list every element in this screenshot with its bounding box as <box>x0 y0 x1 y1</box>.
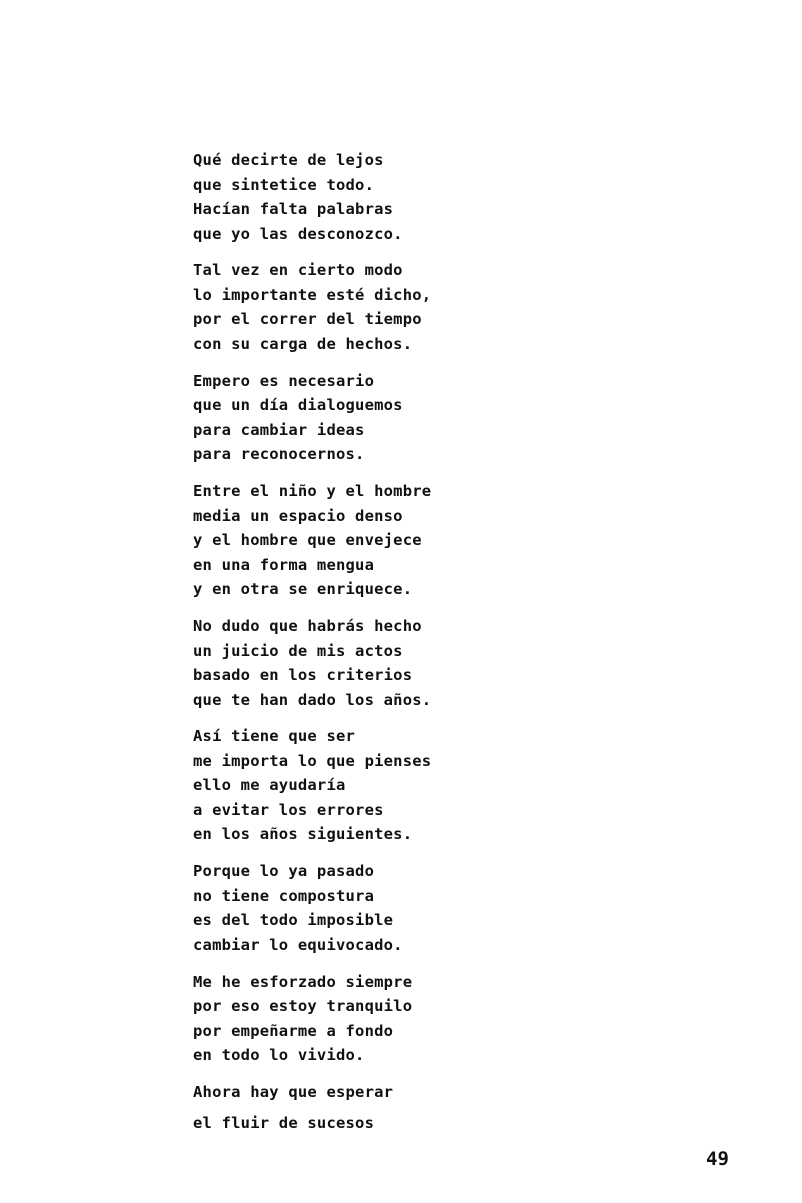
poem-line: Tal vez en cierto modo <box>193 261 403 280</box>
poem-line: Hacían falta palabras <box>193 200 394 218</box>
poem-line: para reconocernos. <box>193 445 365 464</box>
poem-line: Qué decirte de lejos <box>193 151 384 169</box>
stanza-9 <box>193 1080 753 1135</box>
poem-body <box>193 148 753 1148</box>
poem-line: Ahora hay que esperar <box>193 1083 394 1102</box>
poem-line: para cambiar ideas <box>193 420 365 439</box>
poem-line: por el correr del tiempo <box>193 310 422 329</box>
poem-line: no tiene compostura <box>193 886 375 905</box>
poem-line: lo importante esté dicho, <box>193 285 432 304</box>
stanza-2 <box>193 258 753 356</box>
poem-line: y el hombre que envejece <box>193 531 422 550</box>
poem-line: que sintetice todo. <box>193 175 375 194</box>
poem-line: No dudo que habrás hecho <box>193 617 422 636</box>
stanza-5 <box>193 614 753 712</box>
poem-line: Así tiene que ser <box>193 727 356 746</box>
poem-line: en todo lo vivido. <box>193 1046 365 1065</box>
page-number: 49 <box>706 1148 729 1170</box>
poem-line: Porque lo ya pasado <box>193 862 375 881</box>
poem-line: el fluir de sucesos <box>193 1113 375 1132</box>
poem-line: con su carga de hechos. <box>193 334 413 353</box>
poem-line: me importa lo que pienses <box>193 751 432 770</box>
poem-line: en una forma mengua <box>193 555 375 574</box>
poem-line: Empero es necesario <box>193 371 375 390</box>
poem-line: por empeñarme a fondo <box>193 1021 394 1040</box>
poem-line: ello me ayudaría <box>193 776 346 795</box>
poem-line: un juicio de mis actos <box>193 641 403 660</box>
poem-line: que un día dialoguemos <box>193 396 403 415</box>
poem-line: y en otra se enriquece. <box>193 580 413 599</box>
poem-line: que yo las desconozco. <box>193 224 403 243</box>
poem-line: a evitar los errores <box>193 800 384 819</box>
poem-line: cambiar lo equivocado. <box>193 935 403 954</box>
poem-line: Me he esforzado siempre <box>193 972 413 991</box>
stanza-7 <box>193 859 753 957</box>
poem-line: media un espacio denso <box>193 506 403 525</box>
poem-line: que te han dado los años. <box>193 690 432 709</box>
stanza-4 <box>193 479 753 602</box>
poem-line: es del todo imposible <box>193 911 394 930</box>
poem-line: por eso estoy tranquilo <box>193 997 413 1016</box>
poem-line: en los años siguientes. <box>193 825 413 844</box>
stanza-8 <box>193 970 753 1068</box>
poem-line: Entre el niño y el hombre <box>193 482 432 501</box>
poem-line: basado en los criterios <box>193 666 413 685</box>
stanza-1 <box>193 148 753 246</box>
stanza-3 <box>193 369 753 467</box>
stanza-6 <box>193 724 753 847</box>
